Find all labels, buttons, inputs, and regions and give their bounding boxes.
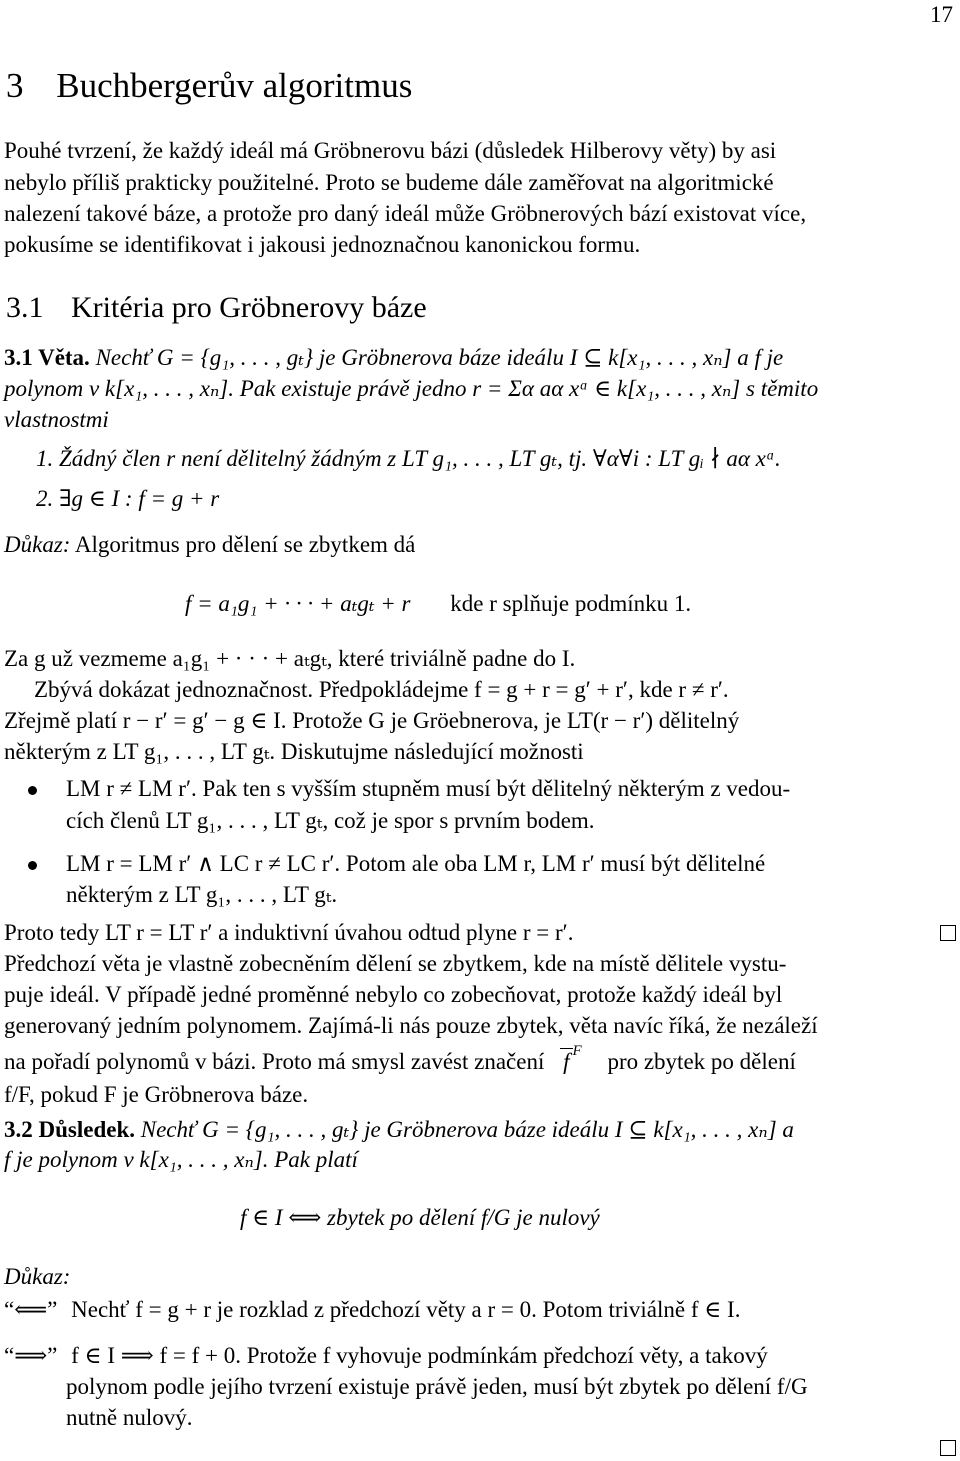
bullet-marker-2 <box>28 861 37 870</box>
proof1-line-2: Zbývá dokázat jednoznačnost. Předpokládejme f = g + r = g′ + r′, kde r ≠ r′. <box>34 677 729 702</box>
theorem-line-1 <box>4 343 783 373</box>
proof1-equation-formula: f = a₁g₁ + · · · + aₜgₜ + r <box>185 591 411 616</box>
bullet-1-line-2: cích členů LT g₁, . . . , LT gₜ, což je spor s prvním bodem. <box>66 808 595 833</box>
section-title: Buchbergerův algoritmus <box>56 66 413 105</box>
proof2-label: Důkaz: <box>4 1264 71 1289</box>
proof2-fwd-line-2: polynom podle jejího tvrzení existuje právě jeden, musí být zbytek po dělení f/G <box>66 1374 808 1399</box>
intro-line-2: nebylo příliš prakticky použitelné. Proto se budeme dále zaměřovat na algoritmické <box>4 170 774 195</box>
notation-symbol: f <box>560 1048 572 1074</box>
remark-line-4-start: na pořadí polynomů v bázi. Proto má smysl zavést značení <box>4 1049 545 1074</box>
intro-line-4: pokusíme se identifikovat i jakousi jednoznačnou kanonickou formu. <box>4 232 641 257</box>
theorem-label: 3.1 Věta. <box>4 345 90 370</box>
theorem-statement-1: Nechť G = {g₁, . . . , gₜ} je Gröbnerova báze ideálu I ⊆ k[x₁, . . . , xₙ] a f je <box>95 345 784 370</box>
proof1-line-1: Za g už vezmeme a₁g₁ + · · · + aₜgₜ, které triviálně padne do I. <box>4 646 576 671</box>
proof1-intro-text: Algoritmus pro dělení se zbytkem dá <box>74 532 416 557</box>
proof2-fwd-line-1: f ∈ I ⟹ f = f + 0. Protože f vyhovuje podmínkám předchozí věty, a takový <box>71 1343 768 1368</box>
proof1-line-4: některým z LT g₁, . . . , LT gₜ. Diskutujme následující možnosti <box>4 739 584 764</box>
proof2-back-text: Nechť f = g + r je rozklad z předchozí věty a r = 0. Potom triviálně f ∈ I. <box>71 1297 741 1322</box>
notation-sup: F <box>572 1043 582 1059</box>
qed-symbol <box>940 925 956 941</box>
bullet-marker-1 <box>28 786 37 795</box>
intro-line-1: Pouhé tvrzení, že každý ideál má Gröbnerovu bázi (důsledek Hilberovy věty) by asi <box>4 138 777 163</box>
remark-line-5: f/F, pokud F je Gröbnerova báze. <box>4 1082 309 1107</box>
subsection-title: Kritéria pro Gröbnerovy báze <box>71 291 427 324</box>
proof2-back-arrow: “⟸” <box>4 1297 58 1322</box>
theorem-item-2: 2. ∃g ∈ I : f = g + r <box>36 486 220 511</box>
proof1-intro <box>4 530 415 560</box>
corollary-line-1 <box>4 1115 794 1145</box>
bullet-2-line-1: LM r = LM r′ ∧ LC r ≠ LC r′. Potom ale oba LM r, LM r′ musí být dělitelné <box>66 851 766 876</box>
page-number: 17 <box>930 2 953 27</box>
qed-symbol-2 <box>940 1440 956 1456</box>
corollary-label: 3.2 Důsledek. <box>4 1117 135 1142</box>
theorem-line-3: vlastnostmi <box>4 407 109 432</box>
proof1-label: Důkaz: <box>4 532 71 557</box>
proof1-equation <box>185 589 691 619</box>
proof2-fwd-arrow: “⟹” <box>4 1343 58 1368</box>
remark-line-4 <box>4 1043 796 1077</box>
corollary-equation: f ∈ I ⟺ zbytek po dělení f/G je nulový <box>240 1205 600 1230</box>
remark-line-2: puje ideál. V případě jedné proměnné nebylo co zobecňovat, protože každý ideál byl <box>4 982 783 1007</box>
proof1-equation-note: kde r splňuje podmínku 1. <box>450 591 692 616</box>
section-heading <box>6 66 412 106</box>
subsection-heading <box>6 291 427 325</box>
proof1-conclusion: Proto tedy LT r = LT r′ a induktivní úvahou odtud plyne r = r′. <box>4 920 574 945</box>
proof2-forward <box>4 1341 768 1371</box>
proof2-fwd-line-3: nutně nulový. <box>66 1405 193 1430</box>
bullet-1-line-1: LM r ≠ LM r′. Pak ten s vyšším stupněm musí být dělitelný některým z vedou- <box>66 776 791 801</box>
corollary-line-2: f je polynom v k[x₁, . . . , xₙ]. Pak platí <box>4 1147 358 1172</box>
proof2-backward <box>4 1295 740 1325</box>
bullet-2-line-2: některým z LT g₁, . . . , LT gₜ. <box>66 882 338 907</box>
corollary-statement-1: Nechť G = {g₁, . . . , gₜ} je Gröbnerova báze ideálu I ⊆ k[x₁, . . . , xₙ] a <box>140 1117 794 1142</box>
remark-line-1: Předchozí věta je vlastně zobecněním dělení se zbytkem, kde na místě dělitele vystu- <box>4 951 787 976</box>
theorem-line-2: polynom v k[x₁, . . . , xₙ]. Pak existuje právě jedno r = Σα aα xᵅ ∈ k[x₁, . . . , xₙ] s těmito <box>4 376 819 401</box>
intro-line-3: nalezení takové báze, a protože pro daný ideál může Gröbnerových bází existovat více, <box>4 201 807 226</box>
subsection-number: 3.1 <box>6 291 44 324</box>
section-number: 3 <box>6 66 24 105</box>
theorem-item-1: 1. Žádný člen r není dělitelný žádným z LT g₁, . . . , LT gₜ, tj. ∀α∀i : LT gᵢ ∤ aα xᵅ. <box>36 446 781 471</box>
proof1-line-3: Zřejmě platí r − r′ = g′ − g ∈ I. Protože G je Gröebnerova, je LT(r − r′) dělitelný <box>4 708 740 733</box>
remark-line-3: generovaný jedním polynomem. Zajímá-li nás pouze zbytek, věta navíc říká, že nezáleží <box>4 1013 818 1038</box>
remark-line-4-end: pro zbytek po dělení <box>607 1049 796 1074</box>
